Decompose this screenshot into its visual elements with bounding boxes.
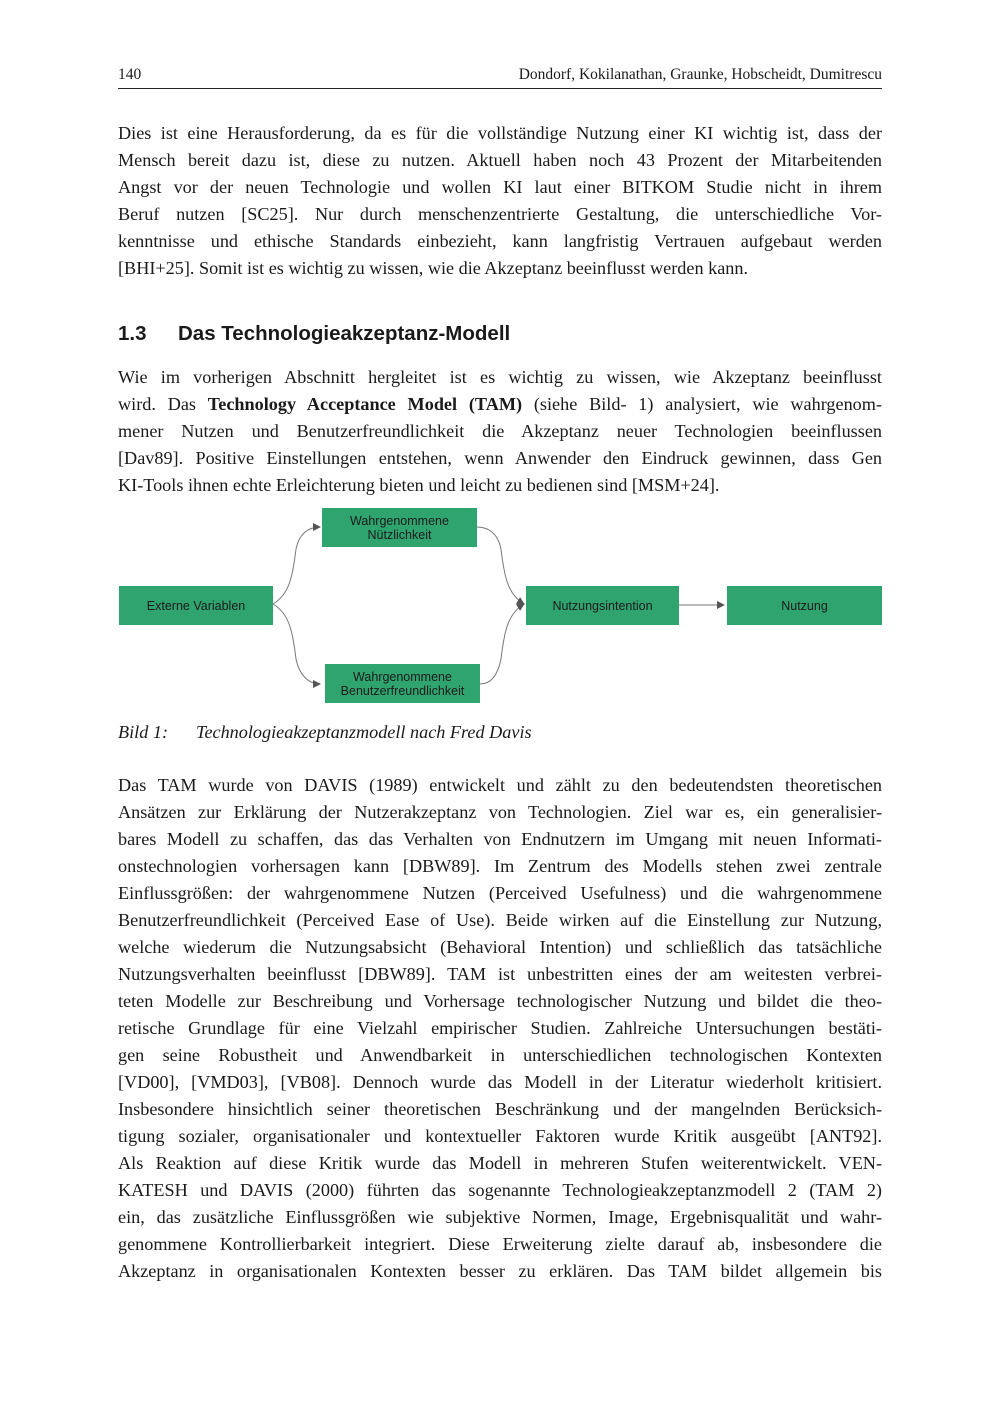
box-nutzungsintention	[526, 586, 679, 625]
text-line: Akzeptanz in organisationalen Kontexten besser zu erklären. Das TAM bildet allgemein bis	[118, 1261, 882, 1281]
figure-caption	[118, 722, 532, 743]
page-number: 140	[118, 66, 142, 83]
text-line: Wie im vorherigen Abschnitt hergleitet ist es wichtig zu wissen, wie Akzeptanz beeinflusst	[118, 367, 882, 387]
text-line: Mensch bereit dazu ist, diese zu nutzen. Aktuell haben noch 43 Prozent der Mitarbeitenden	[118, 150, 882, 170]
text-run: (siehe Bild- 1) analysiert, wie wahrgenom-	[522, 394, 882, 414]
text-line: ein, das zusätzliche Einflussgrößen wie subjektive Normen, Image, Ergebnisqualität und wahr-	[118, 1207, 882, 1227]
caption-label: Bild 1:	[118, 722, 169, 742]
text-line: gen seine Robustheit und Anwendbarkeit in unterschiedlichen technologischen Kontexten	[118, 1045, 882, 1065]
running-head-authors: Dondorf, Kokilanathan, Graunke, Hobscheidt, Dumitrescu	[518, 66, 882, 83]
text-line: bares Modell zu schaffen, das das Verhalten von Endnutzern im Umgang mit neuen Informati-	[118, 829, 882, 849]
box-label-line: Benutzerfreundlichkeit	[340, 683, 465, 698]
text-line: Als Reaktion auf diese Kritik wurde das Modell in mehreren Stufen weiterentwickelt. VEN-	[118, 1153, 882, 1173]
tam-diagram	[118, 504, 884, 708]
caption-text: Technologieakzeptanzmodell nach Fred Davis	[196, 722, 532, 742]
section-number: 1.3	[118, 322, 147, 345]
text-line: Dies ist eine Herausforderung, da es für die vollständige Nutzung einer KI wichtig ist, dass der	[118, 123, 882, 143]
text-line: Nutzungsverhalten beeinflusst [DBW89]. TAM ist unbestritten eines der am weitesten verbrei-	[118, 964, 882, 984]
text-line: welche wiederum die Nutzungsabsicht (Behavioral Intention) und schließlich das tatsächliche	[118, 937, 882, 957]
box-label	[350, 514, 449, 542]
box-label: Nutzung	[781, 598, 828, 613]
box-label-line: Wahrgenommene	[353, 669, 452, 684]
box-label	[341, 670, 465, 698]
tam-history-paragraph	[118, 772, 882, 1285]
text-line: Einflussgrößen: der wahrgenommene Nutzen (Perceived Usefulness) und die wahrgenommene	[118, 883, 882, 903]
connector-benutzer-intention	[480, 604, 524, 684]
section-heading	[118, 322, 510, 346]
text-line: tigung sozialer, organisationaler und kontextueller Faktoren wurde Kritik ausgeübt [ANT92].	[118, 1126, 882, 1146]
text-line: KI-Tools ihnen echte Erleichterung bieten und leicht zu bedienen sind [MSM+24].	[118, 475, 720, 495]
text-line: [VD00], [VMD03], [VB08]. Dennoch wurde das Modell in der Literatur wiederholt kritisiert.	[118, 1072, 882, 1092]
text-line: [BHI+25]. Somit ist es wichtig zu wissen, wie die Akzeptanz beeinflusst werden kann.	[118, 258, 749, 278]
text-line: genommene Kontrollierbarkeit integriert. Diese Erweiterung zielte darauf ab, insbesondere die	[118, 1234, 882, 1254]
text-line: Angst vor der neuen Technologie und wollen KI laut einer BITKOM Studie nicht in ihrem	[118, 177, 882, 197]
bold-term: Technology Acceptance Model (TAM)	[207, 394, 523, 414]
box-label: Nutzungsintention	[552, 598, 653, 613]
box-nutzung	[727, 586, 882, 625]
text-line: teten Modelle zur Beschreibung und Vorhersage technologischer Nutzung und bildet die theo-	[118, 991, 882, 1011]
box-label-line: Wahrgenommene	[350, 513, 449, 528]
text-line	[118, 391, 882, 418]
text-line: Benutzerfreundlichkeit (Perceived Ease of Use). Beide wirken auf die Einstellung zur Nutzung,	[118, 910, 882, 930]
connector-externe-benutzer	[273, 604, 320, 684]
text-line: mener Nutzen und Benutzerfreundlichkeit die Akzeptanz neuer Technologien beeinflussen	[118, 421, 882, 441]
page-header	[118, 66, 882, 89]
text-line: KATESH und DAVIS (2000) führten das sogenannte Technologieakzeptanzmodell 2 (TAM 2)	[118, 1180, 882, 1200]
section-title: Das Technologieakzeptanz-Modell	[178, 322, 511, 345]
text-line: retische Grundlage für eine Vielzahl empirischer Studien. Zahlreiche Untersuchungen bestäti-	[118, 1018, 882, 1038]
box-wahrgenommene-nuetzlichkeit	[322, 508, 477, 547]
text-run: wird. Das	[118, 394, 208, 414]
intro-paragraph	[118, 120, 882, 282]
connector-nuetzlichkeit-intention	[477, 527, 524, 604]
text-line: Das TAM wurde von DAVIS (1989) entwickelt und zählt zu den bedeutendsten theoretischen	[118, 775, 882, 795]
box-wahrgenommene-benutzerfreundlichkeit	[325, 664, 480, 703]
box-label: Externe Variablen	[146, 598, 246, 613]
text-line: onstechnologien vorhersagen kann [DBW89]. Im Zentrum des Modells stehen zwei zentrale	[118, 856, 882, 876]
text-line: [Dav89]. Positive Einstellungen entstehen, wenn Anwender den Eindruck gewinnen, dass Gen	[118, 448, 882, 468]
tam-intro-paragraph	[118, 364, 882, 499]
text-line: Ansätzen zur Erklärung der Nutzerakzeptanz von Technologien. Ziel war es, ein generalisier-	[118, 802, 882, 822]
box-label-line: Nützlichkeit	[367, 527, 432, 542]
box-externe-variablen	[119, 586, 273, 625]
text-line: Beruf nutzen [SC25]. Nur durch menschenzentrierte Gestaltung, die unterschiedliche Vor-	[118, 204, 882, 224]
text-line: Insbesondere hinsichtlich seiner theoretischen Beschränkung und der mangelnden Berücksich-	[118, 1099, 882, 1119]
text-line: kenntnisse und ethische Standards einbezieht, kann langfristig Vertrauen aufgebaut werden	[118, 231, 882, 251]
connector-externe-nuetzlichkeit	[273, 527, 320, 604]
